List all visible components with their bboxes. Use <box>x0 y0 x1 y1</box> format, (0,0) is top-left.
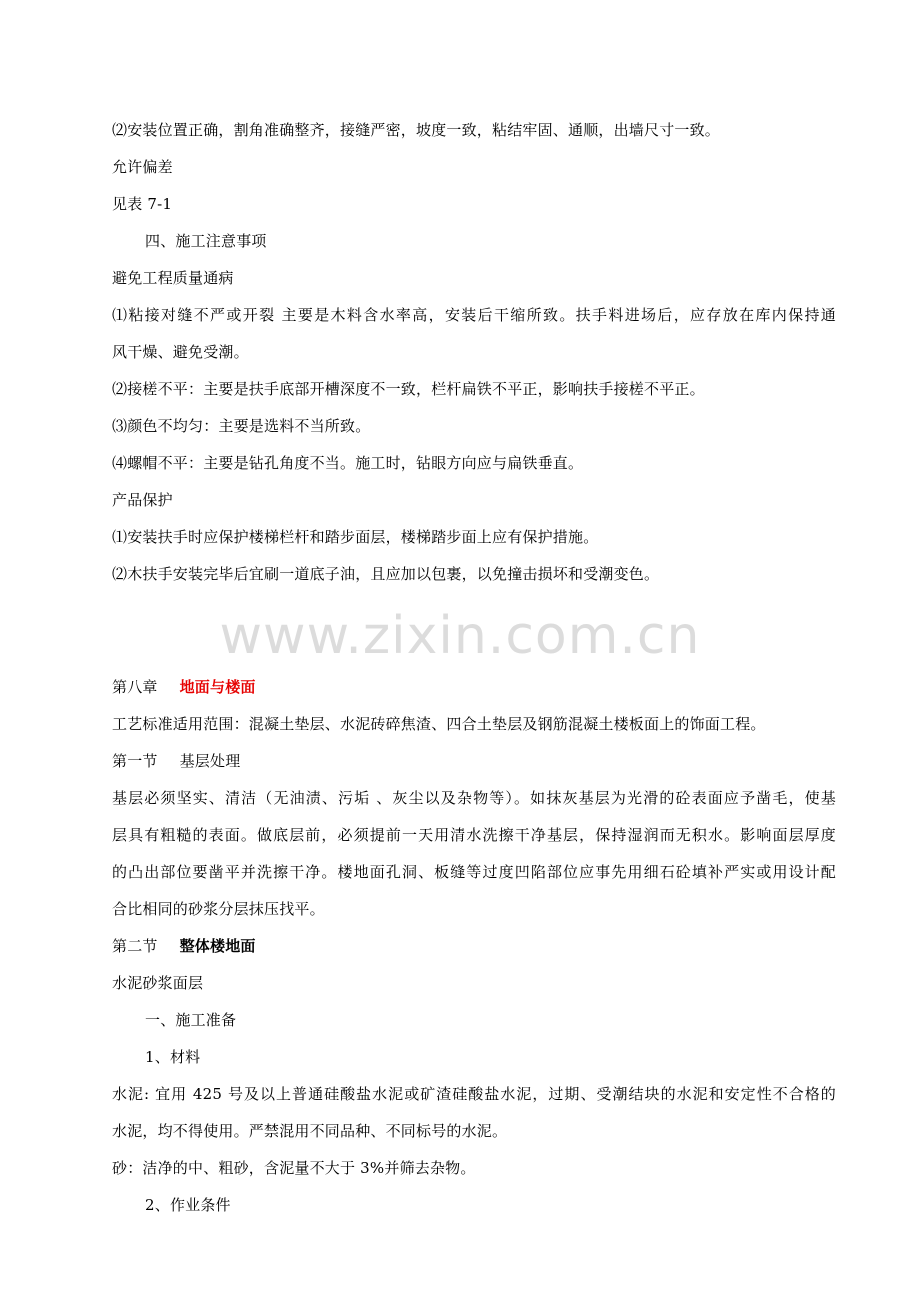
paragraph-line: ⑵接槎不平：主要是扶手底部开槽深度不一致，栏杆扁铁不平正，影响扶手接槎不平正。 <box>112 380 705 398</box>
subheading: 1、材料 <box>145 1048 201 1066</box>
paragraph-line: 风干燥、避免受潮。 <box>112 343 249 361</box>
subheading: 产品保护 <box>112 491 173 509</box>
paragraph-line: 水泥: 宜用 425 号及以上普通硅酸盐水泥或矿渣硅酸盐水泥，过期、受潮结块的水泥和安定性不合格的 <box>112 1085 836 1103</box>
subheading: 避免工程质量通病 <box>112 269 234 287</box>
paragraph-line: ⑵安装位置正确，割角准确整齐，接缝严密，坡度一致，粘结牢固、通顺，出墙尺寸一致。 <box>112 121 721 139</box>
paragraph-line: 见表 7-1 <box>112 195 173 213</box>
section-heading: 一、施工准备 <box>145 1011 237 1029</box>
paragraph-line: 基层必须坚实、清洁（无油渍、污垢 、灰尘以及杂物等）。如抹灰基层为光滑的砼表面应予凿毛，使基 <box>112 789 836 807</box>
chapter-heading <box>112 677 256 697</box>
paragraph-line: ⑷螺帽不平：主要是钻孔角度不当。施工时，钻眼方向应与扁铁垂直。 <box>112 454 584 472</box>
subheading: 允许偏差 <box>112 158 173 176</box>
section-heading <box>112 936 256 956</box>
paragraph-line: 水泥，均不得使用。严禁混用不同品种、不同标号的水泥。 <box>112 1122 508 1140</box>
section-heading: 四、施工注意事项 <box>145 232 267 250</box>
chapter-title: 地面与楼面 <box>179 678 256 696</box>
paragraph-line: ⑶颜色不均匀：主要是选料不当所致。 <box>112 417 371 435</box>
paragraph-line: ⑵木扶手安装完毕后宜刷一道底子油，且应加以包裹，以免撞击损坏和受潮变色。 <box>112 565 660 583</box>
subheading: 2、作业条件 <box>145 1196 231 1214</box>
paragraph-line: ⑴安装扶手时应保护楼梯栏杆和踏步面层，楼梯踏步面上应有保护措施。 <box>112 528 599 546</box>
paragraph-line: 合比相同的砂浆分层抹压找平。 <box>112 900 325 918</box>
subheading: 水泥砂浆面层 <box>112 974 204 992</box>
paragraph-line: 工艺标准适用范围：混凝土垫层、水泥砖碎焦渣、四合土垫层及钢筋混凝土楼板面上的饰面工程。 <box>112 715 766 733</box>
section-title: 整体楼地面 <box>179 937 256 955</box>
watermark: www.zixin.com.cn <box>219 606 701 666</box>
section-label: 第二节 <box>112 937 158 955</box>
paragraph-line: 层具有粗糙的表面。做底层前，必须提前一天用清水洗擦干净基层，保持湿润而无积水。影响面层厚度 <box>112 826 836 844</box>
section-heading <box>112 751 240 771</box>
paragraph-line: 的凸出部位要凿平并洗擦干净。楼地面孔洞、板缝等过度凹陷部位应事先用细石砼填补严实或用设计配 <box>112 863 836 881</box>
paragraph-line: 砂：洁净的中、粗砂，含泥量不大于 3%并筛去杂物。 <box>112 1159 476 1177</box>
section-title: 基层处理 <box>179 752 241 770</box>
paragraph-line: ⑴粘接对缝不严或开裂 主要是木料含水率高，安装后干缩所致。扶手料进场后，应存放在库内保持通 <box>112 306 836 324</box>
chapter-label: 第八章 <box>112 678 158 696</box>
section-label: 第一节 <box>112 752 158 770</box>
